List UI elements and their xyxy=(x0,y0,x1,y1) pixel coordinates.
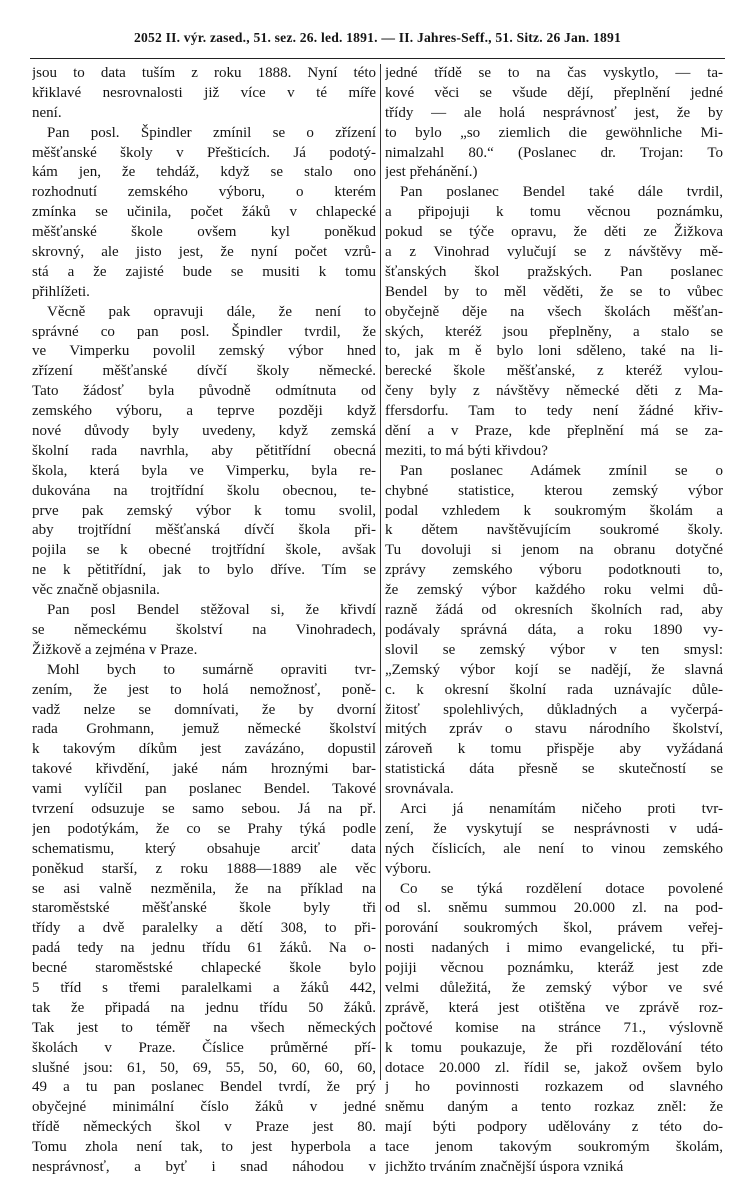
text-line: Tato žádosť byla původně odmítnuta od xyxy=(32,383,376,400)
text-line: nové důvody byly uvedeny, když zemská xyxy=(32,423,376,440)
text-line: není. xyxy=(32,104,62,121)
header-separator: — xyxy=(381,30,399,45)
text-line: Pan poslanec Bendel také dále tvrdil, xyxy=(385,184,723,201)
text-line: Věcně pak opravuji dále, že není to xyxy=(32,303,376,320)
text-line: zení, že vyskytují se nesprávnosti v udá- xyxy=(385,820,723,837)
text-line: statistická dáta přesně se skutečností se xyxy=(385,761,723,778)
text-line: nosti nadaných i mimo evangelické, tu při- xyxy=(385,940,723,957)
text-line: přihlížeti. xyxy=(32,283,90,300)
text-line: škola, která byla ve Vimperku, byla re- xyxy=(32,462,376,479)
text-line: 49 a tu pan poslanec Bendel tvrdí, že prý xyxy=(32,1079,376,1096)
text-line: měšťanské školy v Přešticích. Já podotý- xyxy=(32,144,376,161)
text-line: tvrzení odsuzuje se samo sebou. Já na př. xyxy=(32,800,376,817)
text-line: 5 tříd s třemi paralelkami a žáků 442, xyxy=(32,979,376,996)
text-line: Tomu zhola není tak, to jest hyperbola a xyxy=(32,1139,376,1156)
text-line: kám jen, že tehdáž, když se stalo ono xyxy=(32,164,376,181)
text-line: Co se týká rozdělení dotace povolené xyxy=(385,880,723,897)
text-line: Pan posl. Špindler zmínil se o zřízení xyxy=(32,124,376,141)
text-line: k dětem navštěvujícím soukromé školy. xyxy=(385,522,723,539)
text-line: ských, kteréž jsou přeplněny, a stalo se xyxy=(385,323,723,340)
text-line: Pan posl Bendel stěžoval si, že křivdí xyxy=(32,602,376,619)
text-line: se asi valně nezměnila, že na příklad na xyxy=(32,880,376,897)
text-line: Mohl bych to sumárně opraviti tvr- xyxy=(32,661,376,678)
text-line: porování soukromých škol, právem veřej- xyxy=(385,920,723,937)
text-line: jen podotýkám, že co se Prahy týká podle xyxy=(32,820,376,837)
text-line: srovnávala. xyxy=(385,781,454,798)
text-line: žitosť spolehlivých, důkladných a vyčerpá- xyxy=(385,701,723,718)
text-line: třídy — ale holá nesprávnosť jest, že by xyxy=(385,104,723,121)
text-line: ne k pětitřídní, jak to bylo dříve. Tím se xyxy=(32,562,376,579)
text-line: becné staroměstské chlapecké škole bylo xyxy=(32,960,376,977)
text-line: nimalzahl 80.“ (Poslanec dr. Trojan: To xyxy=(385,144,723,161)
text-line: zemského výboru, a teprve později když xyxy=(32,403,376,420)
text-line: čeny byly z návštěvy německé děti z Ma- xyxy=(385,383,723,400)
header-rule xyxy=(30,58,725,59)
text-line: to, jak m ě bylo loni sděleno, také na li- xyxy=(385,343,723,360)
text-line: zprávě, která jest otištěna ve zprávě roz- xyxy=(385,999,723,1016)
text-line: podal vzhledem k soukromým školám a xyxy=(385,502,723,519)
text-line: dění a v Praze, kde přeplnění má se za- xyxy=(385,423,723,440)
text-line: a připojuji k tomu věcnou poznámku, xyxy=(385,204,723,221)
column-divider xyxy=(380,64,381,1080)
text-line: školách v Praze. Číslice průměrné pří- xyxy=(32,1039,376,1056)
text-line: ve Vimperku povolil zemský výbor hned xyxy=(32,343,376,360)
text-line: výboru. xyxy=(385,860,432,877)
text-line: zřízení měšťanské dívčí školy německé. xyxy=(32,363,376,380)
text-line: vadž nelze se domnívati, že by dvorní xyxy=(32,701,376,718)
text-line: křiklavé nesrovnalosti již více v té míře xyxy=(32,84,376,101)
running-header xyxy=(30,30,725,46)
text-line: takové křivdění, jaké nám hroznými bar- xyxy=(32,761,376,778)
text-line: k tomu poukazuje, že při rozdělování této xyxy=(385,1039,723,1056)
text-line: stá a že zajisté bude se musiti k tomu xyxy=(32,263,376,280)
text-line: ffersdorfu. Tam to tedy není žádné křiv- xyxy=(385,403,723,420)
text-line: staroměstské měšťanské škole byly tři xyxy=(32,900,376,917)
text-line: slušné jsou: 61, 50, 69, 55, 50, 60, 60, 60, xyxy=(32,1059,376,1076)
text-line: c. k okresní školní rada uznávajíc důle- xyxy=(385,681,723,698)
left-column xyxy=(32,64,376,1178)
text-line: šťanských škol pražských. Pan poslanec xyxy=(385,263,723,280)
text-line: velmi důležitá, že zemský výbor ve své xyxy=(385,979,723,996)
text-line: tak že připadá na jednu třídu 50 žáků. xyxy=(32,999,376,1016)
text-line: razně žádá od okresních školních rad, aby xyxy=(385,602,723,619)
text-line: to bylo „so ziemlich die gewöhnliche Mi- xyxy=(385,124,723,141)
text-line: rada Grohmann, jemuž německé školství xyxy=(32,721,376,738)
text-line: vami vylíčil pan poslanec Bendel. Takové xyxy=(32,781,376,798)
text-line: prve pak zemský výbor k tomu svolil, xyxy=(32,502,376,519)
text-line: zprávy zemského výboru podotknouti to, xyxy=(385,562,723,579)
text-line: že zemský výbor každého roku velmi dů- xyxy=(385,582,723,599)
text-line: k takovým díkům jest zavázáno, dopustil xyxy=(32,741,376,758)
text-line: zmínka se učinila, počet žáků v chlapecké xyxy=(32,204,376,221)
text-line: pokud se týče opravu, že děti ze Žižkova xyxy=(385,224,723,241)
text-line: třídě německých škol v Praze jest 80. xyxy=(32,1119,376,1136)
text-line: pojila se k obecné trojtřídní škole, avšak xyxy=(32,542,376,559)
text-line: „Zemský výbor kojí se nadějí, že slavná xyxy=(385,661,723,678)
text-line: věc značně objasnila. xyxy=(32,582,160,599)
text-line: Žižkově a zejména v Praze. xyxy=(32,641,198,658)
text-line: jsou to data tuším z roku 1888. Nyní této xyxy=(32,65,376,81)
text-line: berecké škole měšťanské, z kteréž vylou- xyxy=(385,363,723,380)
text-line: třídy a dvě paralelky a dětí 308, to při- xyxy=(32,920,376,937)
text-line: Arci já nenamítám ničeho proti tvr- xyxy=(385,800,723,817)
text-line: školní rada navrhla, aby pětitřídní obecná xyxy=(32,442,376,459)
text-line: chybné statistice, kterou zemský výbor xyxy=(385,482,723,499)
text-line: padá tedy na jednu třídu 61 žáků. Na o- xyxy=(32,940,376,957)
text-line: dotace 20.000 zl. řídil se, jakož ovšem bylo xyxy=(385,1059,723,1076)
text-line: kové věci se všude dějí, přeplnění jedné xyxy=(385,84,723,101)
text-line: Pan poslanec Adámek zmínil se o xyxy=(385,462,723,479)
text-line: jichžto trváním značnější úspora vzniká xyxy=(385,1158,624,1175)
text-line: od sl. sněmu summou 20.000 zl. na pod- xyxy=(385,900,723,917)
text-line: nesprávnosť, a byť i snad náhodou v xyxy=(32,1158,376,1175)
text-line: sněmu daným a tento rozkaz zněl: že xyxy=(385,1099,723,1116)
text-line: tace jenom takovým soukromým školám, xyxy=(385,1139,723,1156)
right-column xyxy=(385,64,723,1178)
text-line: poněkud starší, z roku 1888—1889 ale věc xyxy=(32,860,376,877)
text-line: měšťanské škole ovšem kyl poněkud xyxy=(32,224,376,241)
text-line: jest přehánění.) xyxy=(385,164,478,181)
text-line: schematismu, který obsahuje arciť data xyxy=(32,840,376,857)
text-line: Tu dovoluji si jenom na obranu dotyčné xyxy=(385,542,723,559)
text-line: j ho povinnosti rozkazem od slavného xyxy=(385,1079,723,1096)
text-line: dukována na trojtřídní školu obecnou, te- xyxy=(32,482,376,499)
text-line: aby trojtřídní měšťanská dívčí škola při- xyxy=(32,522,376,539)
text-line: obyčejné minimální číslo žáků v jedné xyxy=(32,1099,376,1116)
text-line: se německému školství na Vinohradech, xyxy=(32,621,376,638)
text-line: jedné třídě se to na čas vyskytlo, — ta- xyxy=(385,65,723,81)
header-left: 2052 II. výr. zased., 51. sez. 26. led. 1891. xyxy=(134,30,378,45)
text-line: Tak jest to téměř na všech německých xyxy=(32,1019,376,1036)
text-line: zároveň k tomu přispěje aby vyžádaná xyxy=(385,741,723,758)
text-line: pojiji věcnou poznámku, kteráž jest zde xyxy=(385,960,723,977)
text-line: obyčejně děje na všech školách měšťan- xyxy=(385,303,723,320)
header-right: II. Jahres-Seff., 51. Sitz. 26 Jan. 1891 xyxy=(398,30,621,45)
text-line: počtové komise na stránce 71., výslovně xyxy=(385,1019,723,1036)
text-line: Bendel by to měl věděti, že se to vůbec xyxy=(385,283,723,300)
text-line: správné co pan posl. Špindler tvrdil, že xyxy=(32,323,376,340)
text-line: zením, že jest to holá nemožnosť, poně- xyxy=(32,681,376,698)
text-line: rozhodnutí zemského výboru, o kterém xyxy=(32,184,376,201)
text-line: a z Vinohrad vylučují se z návštěvy mě- xyxy=(385,244,723,261)
text-line: podávaly správná dáta, a roku 1890 vy- xyxy=(385,621,723,638)
text-line: slovil se zemský výbor v ten smysl: xyxy=(385,641,723,658)
text-line: ných číslicích, ale není to vinou zemského xyxy=(385,840,723,857)
text-line: skrovný, ale jisto jest, že nyní počet vzrů- xyxy=(32,244,376,261)
text-line: mitých zpráv o stavu národního školství, xyxy=(385,721,723,738)
text-line: mají býti podpory udělovány z této do- xyxy=(385,1119,723,1136)
text-line: meziti, to má býti křivdou? xyxy=(385,442,548,459)
